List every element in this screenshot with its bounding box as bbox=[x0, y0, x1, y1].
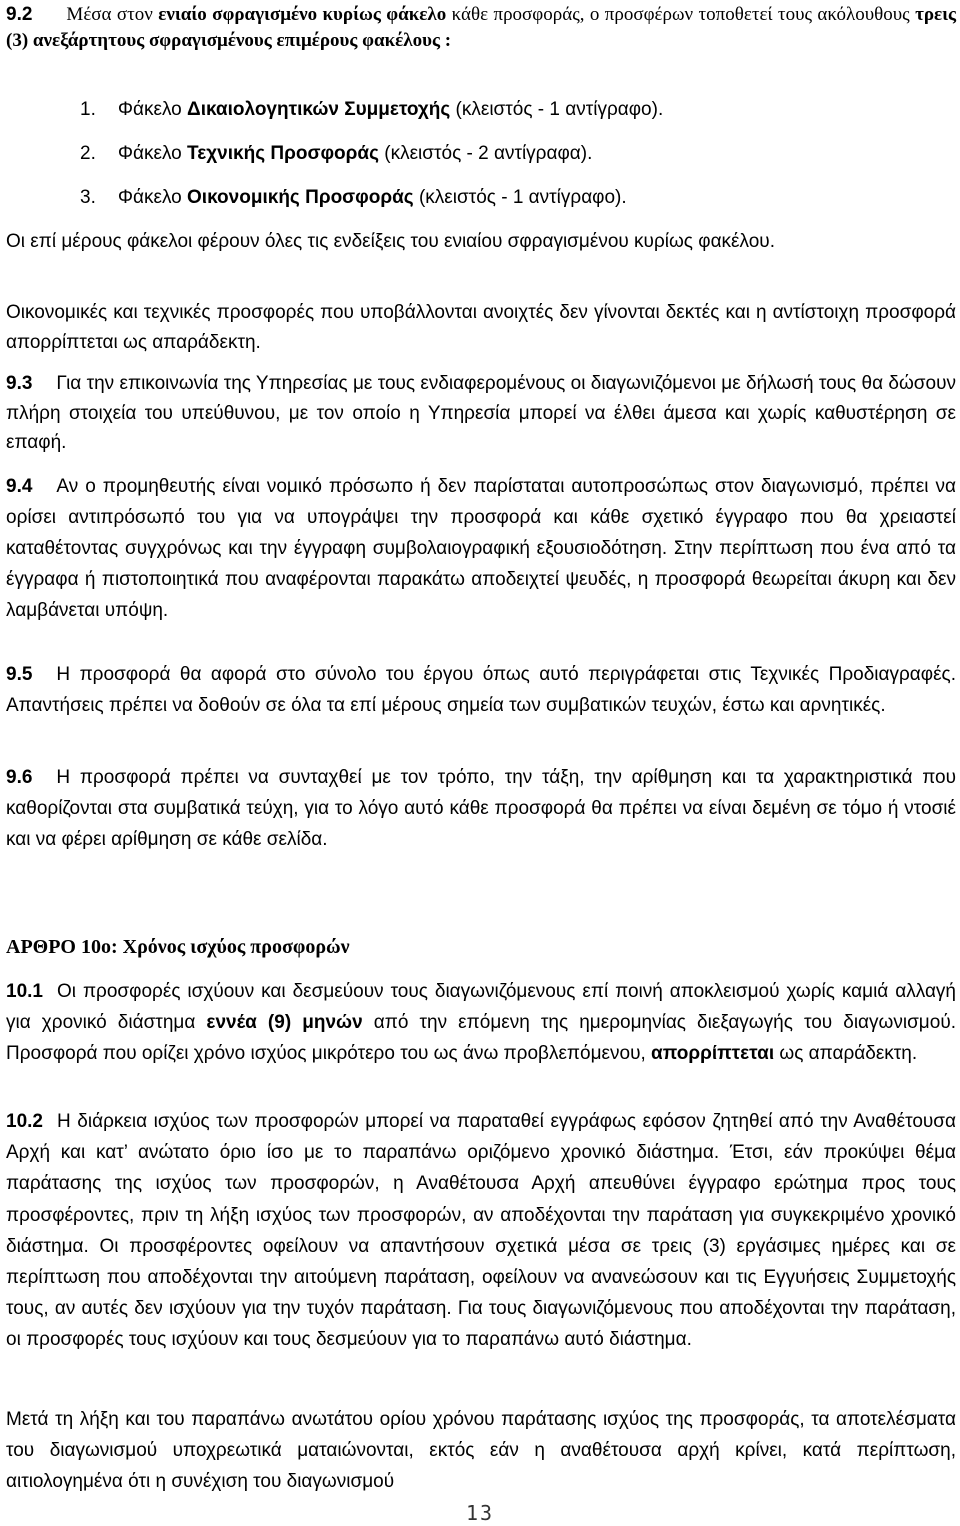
paragraph-envelopes: Οι επί μέρους φάκελοι φέρουν όλες τις ενδείξεις του ενιαίου σφραγισμένου κυρίως φακέλου. bbox=[6, 231, 775, 252]
text: Οι προσφορές ισχύουν και δεσμεύουν τους διαγωνιζόμενους επί ποινή αποκλεισμού χωρίς καμιά αλλαγή για χρονικό διάστημα bbox=[6, 981, 956, 1033]
section-10-2-continuation: Μετά τη λήξη και του παραπάνω ανωτάτου ορίου χρόνου παράτασης ισχύος της προσφοράς, τα αποτελέσματα του διαγωνισμού υποχρεωτικά ματαιώνονται, εκτός εάν η αναθέτουσα αρχή κρίνει, κατά περίπτωση, αιτιολογημένα ότι η συνέχιση του διαγωνισμού bbox=[6, 1409, 956, 1492]
text: ως απαράδεκτη. bbox=[774, 1043, 918, 1064]
section-number: 9.4 bbox=[6, 476, 33, 497]
item-number: 3. bbox=[80, 187, 96, 208]
text: Φάκελο bbox=[117, 143, 188, 164]
list-item-3 bbox=[80, 187, 627, 209]
bold-text: Δικαιολογητικών Συμμετοχής bbox=[187, 99, 451, 120]
paragraph-open-offers: Οικονομικές και τεχνικές προσφορές που υποβάλλονται ανοιχτές δεν γίνονται δεκτές και η αντίστοιχη προσφορά απορρίπτεται ως απαράδεκτη. bbox=[6, 302, 956, 353]
section-9-4 bbox=[6, 471, 956, 626]
text: Φάκελο bbox=[117, 187, 188, 208]
section-9-2 bbox=[6, 2, 956, 54]
text: (κλειστός - 1 αντίγραφο). bbox=[450, 99, 664, 120]
text: από την επόμενη της ημερομηνίας διεξαγωγής του διαγωνισμού. Προσφορά που ορίζει χρόνο ισχύος μικρότερο του ως άνω προβλεπόμενου, bbox=[6, 1012, 956, 1064]
text: (κλειστός - 1 αντίγραφο). bbox=[413, 187, 627, 208]
bold-text: ενιαίο σφραγισμένο κυρίως φάκελο bbox=[158, 4, 447, 25]
text: Αν ο προμηθευτής είναι νομικό πρόσωπο ή δεν παρίσταται αυτοπροσώπως στον διαγωνισμό, πρέπει να ορίσει αντιπρόσωπό του για να υπογράψει την προσφορά και κάθε σχετικό έγγραφο που θα χρειαστεί καταθέτοντας συγχρόνως και την έγγραφη συμβολαιογραφική εξουσιοδότηση. Στην περίπτωση που ένα από τα έγγραφα ή πιστοποιητικά που αναφέρονται παρακάτω αποδειχτεί ψευδές, η προσφορά θεωρείται άκυρη και δεν λαμβάνεται υπόψη. bbox=[6, 476, 956, 621]
article-heading: ΑΡΘΡΟ 10ο: Χρόνος ισχύος προσφορών bbox=[6, 936, 350, 958]
text: (κλειστός - 2 αντίγραφα). bbox=[378, 143, 593, 164]
section-9-5 bbox=[6, 659, 956, 721]
text: Η διάρκεια ισχύος των προσφορών μπορεί να παραταθεί εγγράφως εφόσον ζητηθεί από την Αναθέτουσα Αρχή και κατ’ ανώτατο όριο ίσο με το παραπάνω οριζόμενο χρονικό διάστημα. Έτσι, εάν προκύψει θέμα παράτασης της ισχύος των προσφορών, η Αναθέτουσα Αρχή απευθύνει έγγραφο ερώτημα προς τους προσφέροντες, πριν τη λήξη ισχύος των προσφορών, αν αποδέχονται την παράταση για συγκεκριμένο χρονικό διάστημα. Οι προσφέροντες οφείλουν να απαντήσουν σχετικά μέσα σε τρεις (3) εργάσιμες ημέρες και σε περίπτωση που αποδέχονται την αιτούμενη παράταση, οφείλουν να ανανεώσουν και τις Εγγυήσεις Συμμετοχής τους, αν αυτές δεν ισχύουν για την τυχόν παράταση. Για τους διαγωνιζόμενους που αποδέχονται την παράταση, οι προσφορές τους ισχύουν και τους δεσμεύουν για το παραπάνω αυτό διάστημα. bbox=[6, 1111, 956, 1351]
text: κάθε προσφοράς, ο προσφέρων τοποθετεί τους ακόλουθους bbox=[446, 4, 916, 25]
text: Η προσφορά πρέπει να συνταχθεί με τον τρόπο, την τάξη, την αρίθμηση και τα χαρακτηριστικά που καθορίζονται στα συμβατικά τεύχη, για το λόγο αυτό κάθε προσφορά θα πρέπει να είναι δεμένη σε τόμο ή ντοσιέ και να φέρει αρίθμηση σε κάθε σελίδα. bbox=[6, 767, 956, 850]
page-number: 13 bbox=[465, 1501, 495, 1525]
bold-text: απορρίπτεται bbox=[651, 1043, 775, 1064]
item-number: 2. bbox=[80, 143, 96, 164]
bold-text: Τεχνικής Προσφοράς bbox=[187, 143, 379, 164]
text: Η προσφορά θα αφορά στο σύνολο του έργου όπως αυτό περιγράφεται στις Τεχνικές Προδιαγραφές. Απαντήσεις πρέπει να δοθούν σε όλα τα επί μέρους σημεία των συμβατικών τευχών, έστω και αρνητικές. bbox=[6, 664, 956, 716]
text: Για την επικοινωνία της Υπηρεσίας με τους ενδιαφερομένους οι διαγωνιζόμενοι με δήλωσή τους θα δώσουν πλήρη στοιχεία του υπεύθυνου, με τον οποίο η Υπηρεσία μπορεί να έλθει άμεσα και χωρίς καθυστέρηση σε επαφή. bbox=[6, 373, 956, 453]
section-9-3 bbox=[6, 369, 956, 458]
list-item-2 bbox=[80, 143, 592, 165]
list-item-1 bbox=[80, 99, 663, 121]
section-10-2 bbox=[6, 1106, 956, 1356]
bold-text: εννέα (9) μηνών bbox=[206, 1012, 363, 1033]
section-10-1 bbox=[6, 976, 956, 1069]
section-number: 9.6 bbox=[6, 767, 33, 788]
bold-text: τρεις (3) ανεξάρτητους σφραγισμένους επιμέρους φακέλους : bbox=[6, 4, 957, 51]
section-number: 9.3 bbox=[6, 373, 33, 394]
section-number: 10.1 bbox=[6, 981, 43, 1002]
text: Φάκελο bbox=[117, 99, 188, 120]
bold-text: Οικονομικής Προσφοράς bbox=[187, 187, 414, 208]
section-number: 10.2 bbox=[6, 1111, 43, 1132]
section-9-6 bbox=[6, 762, 956, 855]
section-number: 9.5 bbox=[6, 664, 33, 685]
item-number: 1. bbox=[80, 99, 96, 120]
text: Μέσα στον bbox=[66, 4, 159, 25]
section-number: 9.2 bbox=[6, 4, 33, 25]
